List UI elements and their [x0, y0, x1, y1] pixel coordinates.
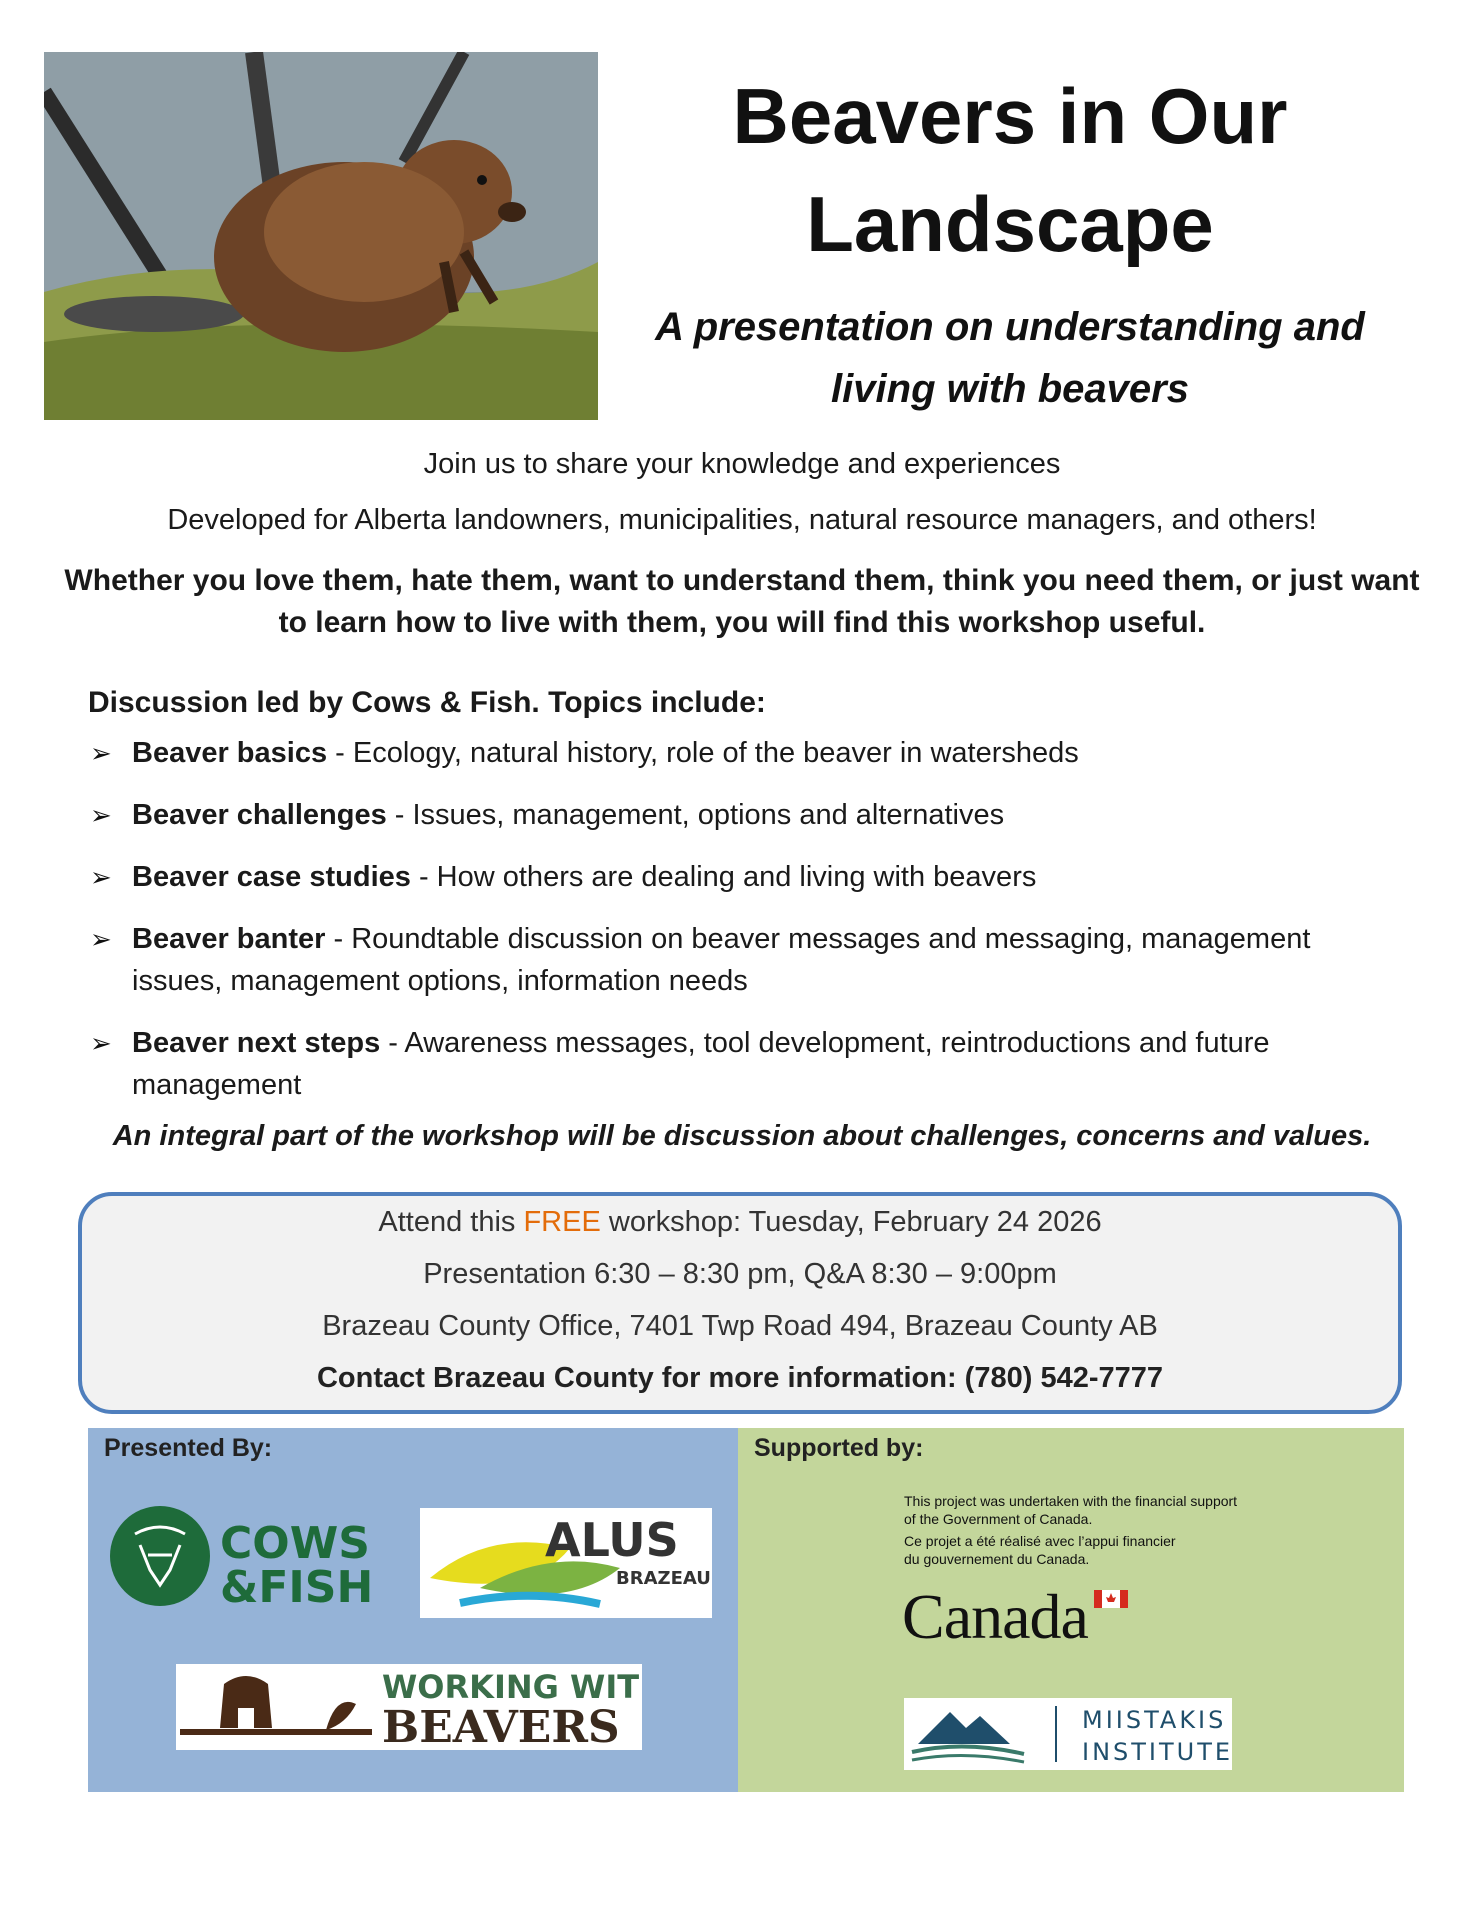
canada-note-line: Ce projet a été réalisé avec l’appui financier	[904, 1533, 1176, 1549]
attend-line	[82, 1206, 1398, 1239]
alus-brazeau-logo	[420, 1508, 712, 1618]
event-info-box	[78, 1192, 1402, 1414]
alus-word: ALUS	[545, 1513, 679, 1567]
canada-funding-note	[904, 1492, 1304, 1568]
canada-note-line: du gouvernement du Canada.	[904, 1551, 1090, 1567]
canada-wordmark: Canada	[902, 1581, 1088, 1652]
discussion-heading: Discussion led by Cows & Fish. Topics include:	[88, 686, 766, 719]
whether-text: Whether you love them, hate them, want to understand them, think you need them, or just want to learn how to live with them, you will find this workshop useful.	[64, 564, 1420, 639]
topics-list	[86, 732, 1406, 1126]
institute-word: INSTITUTE	[1082, 1738, 1232, 1766]
presented-by-label: Presented By:	[104, 1434, 273, 1462]
topic-desc: - Roundtable discussion on beaver messages and messaging, management issues, management options, information needs	[132, 923, 1311, 997]
list-item	[86, 794, 1406, 836]
beavers-word: BEAVERS	[382, 1702, 620, 1750]
arrow-bullet-icon: ➢	[90, 1028, 112, 1058]
miistakis-word: MIISTAKIS	[1082, 1706, 1227, 1734]
canada-flag-icon	[1094, 1590, 1128, 1608]
arrow-bullet-icon: ➢	[90, 800, 112, 830]
topic-desc: - Awareness messages, tool development, reintroductions and future management	[132, 1027, 1270, 1101]
attend-date: workshop: Tuesday, February 24 2026	[600, 1206, 1102, 1238]
working-with-word: WORKING WITH	[382, 1668, 642, 1706]
topic-desc: - Issues, management, options and alternatives	[386, 799, 1005, 831]
integral-text: An integral part of the workshop will be discussion about challenges, concerns and values.	[112, 1120, 1372, 1152]
fish-word: &FISH	[220, 1562, 374, 1613]
arrow-bullet-icon: ➢	[90, 924, 112, 954]
contact-line: Contact Brazeau County for more information: (780) 542-7777	[316, 1362, 1163, 1394]
beaver-photo	[44, 52, 598, 420]
supported-by-panel	[738, 1428, 1404, 1792]
topic-title: Beaver challenges	[132, 799, 387, 831]
list-item	[86, 1022, 1406, 1106]
join-text: Join us to share your knowledge and experiences	[423, 448, 1061, 480]
working-with-beavers-logo	[176, 1664, 642, 1750]
canada-note-line: This project was undertaken with the financial support	[904, 1493, 1238, 1509]
mountain-icon	[918, 1712, 1010, 1744]
arrow-bullet-icon: ➢	[90, 862, 112, 892]
topic-title: Beaver banter	[132, 923, 326, 955]
cows-fish-logo	[110, 1500, 410, 1616]
brazeau-word: BRAZEAU	[616, 1568, 711, 1589]
list-item	[86, 856, 1406, 898]
free-label: FREE	[523, 1206, 601, 1238]
times-line: Presentation 6:30 – 8:30 pm, Q&A 8:30 – 9:00pm	[423, 1258, 1057, 1290]
cows-word: COWS	[220, 1518, 370, 1569]
topic-title: Beaver basics	[132, 737, 328, 769]
location-line: Brazeau County Office, 7401 Twp Road 494, Brazeau County AB	[322, 1310, 1158, 1342]
topic-title: Beaver case studies	[132, 861, 411, 893]
attend-prefix: Attend this	[378, 1206, 524, 1238]
list-item	[86, 918, 1406, 1002]
topic-desc: - How others are dealing and living with beavers	[410, 861, 1037, 893]
presented-by-panel	[88, 1428, 738, 1792]
miistakis-institute-logo	[904, 1698, 1232, 1770]
developed-text: Developed for Alberta landowners, municipalities, natural resource managers, and others!	[167, 504, 1317, 536]
supported-by-label: Supported by:	[754, 1434, 924, 1462]
flyer-title: Beavers in Our Landscape	[732, 72, 1288, 268]
list-item	[86, 732, 1406, 774]
topic-desc: - Ecology, natural history, role of the beaver in watersheds	[327, 737, 1079, 769]
topic-title: Beaver next steps	[132, 1027, 381, 1059]
flyer-subtitle: A presentation on understanding and living with beavers	[655, 305, 1365, 411]
canada-note-line: of the Government of Canada.	[904, 1511, 1093, 1527]
arrow-bullet-icon: ➢	[90, 738, 112, 768]
